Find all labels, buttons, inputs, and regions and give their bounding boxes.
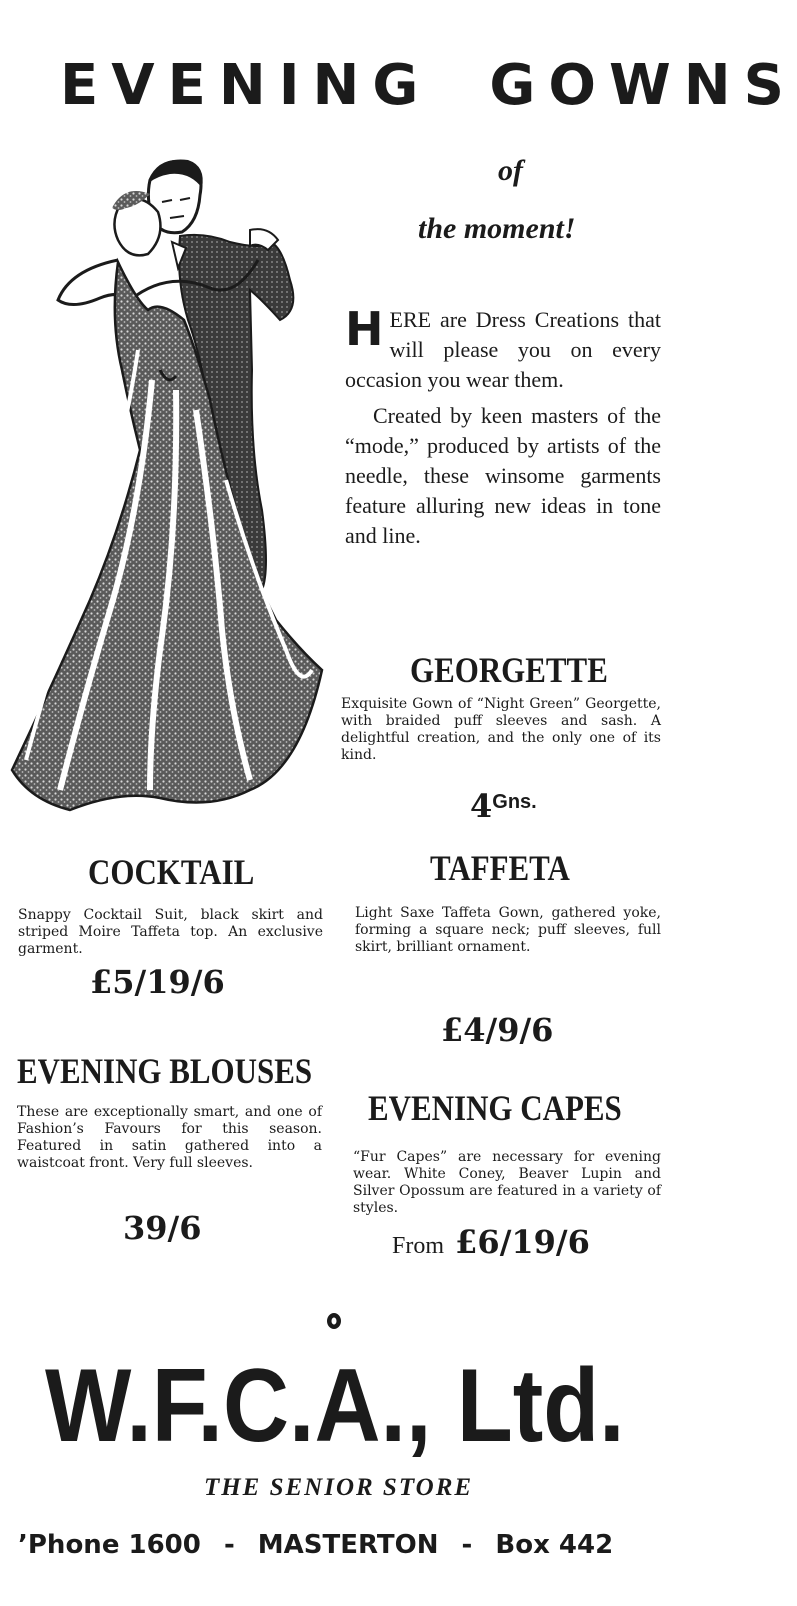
headline-gowns: GOWNS [489,53,797,118]
intro-paragraph-1-text: ERE are Dress Creations that will please you on every occasion you wear them. [345,307,661,392]
ornament-dot-icon [326,1312,342,1330]
capes-price [392,1223,590,1261]
contact-phone: ’Phone 1600 [18,1530,201,1560]
capes-title: EVENING CAPES [368,1088,622,1128]
georgette-price-number: 4 [470,787,493,825]
capes-description: “Fur Capes” are necessary for evening wear. White Coney, Beaver Lupin and Silver Opossum are featured in a variety of styles. [353,1149,661,1216]
taffeta-description: Light Saxe Taffeta Gown, gathered yoke, forming a square neck; puff sleeves, full skirt, brilliant ornament. [355,905,661,955]
cocktail-price: £5/19/6 [90,963,225,1001]
georgette-price-unit: Gns. [492,791,537,813]
contact-separator: - [223,1530,235,1560]
cocktail-description: Snappy Cocktail Suit, black skirt and striped Moire Taffeta top. An exclusive garment. [18,907,323,957]
contact-town: MASTERTON [257,1530,439,1560]
cocktail-title: COCKTAIL [88,852,255,892]
subheadline-of: of [498,154,523,187]
capes-price-prefix: From [392,1233,445,1259]
intro-paragraph-2: Created by keen masters of the “mode,” produced by artists of the needle, these winsome garments feature alluring new ideas in tone and line. [345,403,661,548]
intro-text [345,302,661,551]
capes-price-value: £6/19/6 [455,1223,590,1261]
blouses-title: EVENING BLOUSES [17,1051,313,1091]
store-tagline: THE SENIOR STORE [203,1474,474,1501]
contact-line [18,1530,658,1560]
store-name: W.F.C.A., Ltd. [45,1348,625,1464]
headline-evening: EVENING [60,53,432,118]
subheadline-moment: the moment! [418,212,576,245]
blouses-price: 39/6 [123,1209,202,1247]
georgette-price [470,787,537,825]
contact-separator: - [461,1530,473,1560]
blouses-description: These are exceptionally smart, and one of Fashion’s Favours for this season. Featured in satin gathered into a waistcoat front. Very full sleeves. [17,1104,322,1171]
dropcap-letter: H [345,302,384,356]
georgette-title: GEORGETTE [410,650,608,690]
dancing-couple-icon [0,150,330,840]
contact-box: Box 442 [495,1530,614,1560]
georgette-description: Exquisite Gown of “Night Green” Georgette, with braided puff sleeves and sash. A delightful creation, and the only one of its kind. [341,696,661,763]
taffeta-title: TAFFETA [430,848,570,888]
headline [60,53,797,118]
intro-paragraph-1 [345,302,661,395]
taffeta-price: £4/9/6 [441,1011,554,1049]
